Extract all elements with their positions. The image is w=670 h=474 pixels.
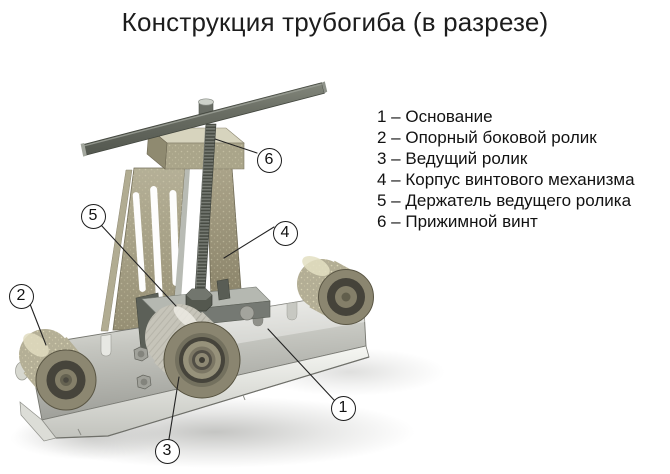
legend — [377, 106, 635, 232]
legend-item-5: 5 – Держатель ведущего ролика — [377, 191, 632, 210]
callout-6: 6 — [257, 148, 282, 173]
legend-item-4: 4 – Корпус винтового механизма — [377, 170, 635, 189]
callout-1: 1 — [331, 396, 356, 421]
callout-5: 5 — [81, 204, 106, 229]
callout-4: 4 — [273, 221, 298, 246]
page-title: Конструкция трубогиба (в разрезе) — [121, 7, 549, 37]
legend-item-3: 3 – Ведущий ролик — [377, 149, 528, 168]
legend-item-6: 6 – Прижимной винт — [377, 212, 538, 231]
legend-item-1: 1 – Основание — [377, 107, 493, 126]
legend-item-2: 2 – Опорный боковой ролик — [377, 128, 597, 147]
callout-2: 2 — [9, 284, 34, 309]
callout-3: 3 — [155, 439, 180, 464]
